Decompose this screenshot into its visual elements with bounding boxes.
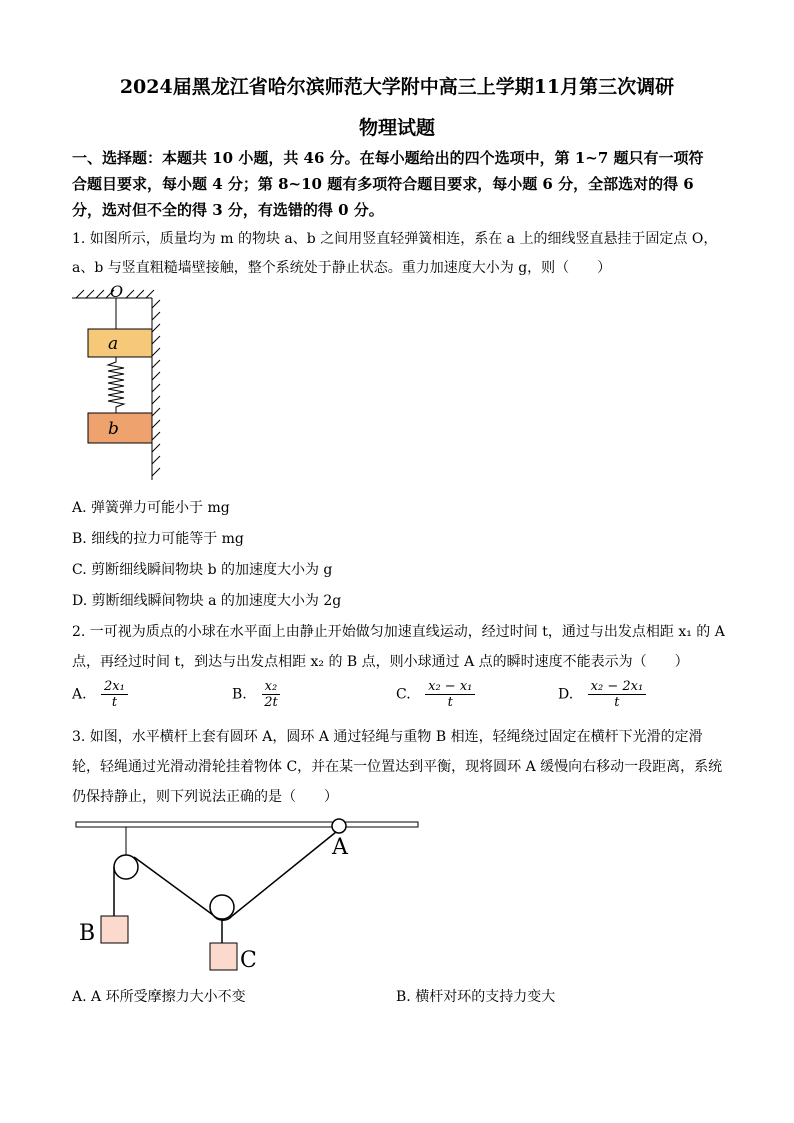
wall-hatch bbox=[152, 298, 160, 480]
block-b bbox=[88, 413, 152, 443]
ring-a bbox=[332, 819, 346, 833]
rope-right bbox=[232, 832, 336, 916]
q1-option-d: D. 剪断细线瞬间物块 a 的加速度大小为 2g bbox=[72, 593, 342, 609]
object-c bbox=[210, 943, 237, 970]
q3-option-b: B. 横杆对环的支持力变大 bbox=[396, 989, 556, 1005]
q2-stem-line-2: 点，再经过时间 t，到达与出发点相距 x₂ 的 B 点，则小球通过 A 点的瞬时速度不能表示为（ ） bbox=[72, 654, 689, 670]
q1-stem-line-1: 1. 如图所示，质量均为 m 的物块 a、b 之间用竖直轻弹簧相连，系在 a 上的细线竖直悬挂于固定点 O， bbox=[72, 231, 718, 247]
q3-stem-line-3: 仍保持静止，则下列说法正确的是（ ） bbox=[72, 789, 338, 805]
weight-b bbox=[101, 916, 128, 943]
movable-pulley bbox=[210, 895, 234, 919]
denominator: 2t bbox=[264, 695, 278, 710]
block-a bbox=[88, 329, 152, 357]
q1-figure bbox=[68, 284, 168, 484]
page-title: 2024届黑龙江省哈尔滨师范大学附中高三上学期11月第三次调研 bbox=[119, 76, 675, 98]
ring-a-label: A bbox=[332, 835, 348, 860]
section-intro-line-3: 分，选对但不全的得 3 分，有选错的得 0 分。 bbox=[72, 201, 384, 219]
section-intro-line-1: 一、选择题：本题共 10 小题，共 46 分。在每小题给出的四个选项中，第 1~7 题只有一项符 bbox=[72, 149, 704, 167]
option-letter: C. bbox=[396, 686, 411, 703]
q2-option-b bbox=[232, 679, 281, 710]
fraction bbox=[588, 679, 647, 710]
q1-option-a: A. 弹簧弹力可能小于 mg bbox=[72, 500, 230, 516]
numerator: 2x₁ bbox=[101, 679, 128, 695]
denominator: t bbox=[447, 695, 453, 710]
q3-stem-line-1: 3. 如图，水平横杆上套有圆环 A，圆环 A 通过轻绳与重物 B 相连，轻绳绕过固定在横杆下光滑的定滑 bbox=[72, 729, 703, 745]
q3-option-a: A. A 环所受摩擦力大小不变 bbox=[72, 989, 246, 1005]
option-letter: B. bbox=[232, 686, 247, 703]
page-subtitle: 物理试题 bbox=[358, 117, 435, 139]
numerator: x₂ − x₁ bbox=[425, 679, 475, 695]
weight-b-label: B bbox=[79, 921, 96, 946]
horizontal-bar bbox=[76, 822, 418, 827]
denominator: t bbox=[614, 695, 620, 710]
q2-option-d bbox=[558, 679, 646, 710]
fraction bbox=[261, 679, 281, 710]
point-o-label: O bbox=[110, 284, 124, 301]
numerator: x₂ − 2x₁ bbox=[588, 679, 647, 695]
denominator: t bbox=[111, 695, 118, 710]
block-a-label: a bbox=[108, 334, 119, 354]
section-intro-line-2: 合题目要求，每小题 4 分；第 8~10 题有多项符合题目要求，每小题 6 分，全部选对的得 6 bbox=[72, 175, 694, 193]
q3-stem-line-2: 轮，轻绳通过光滑动滑轮挂着物体 C，并在某一位置达到平衡，现将圆环 A 缓慢向右移动一段距离，系统 bbox=[72, 759, 723, 775]
fraction bbox=[425, 679, 475, 710]
spring bbox=[108, 357, 124, 413]
q2-stem-line-1: 2. 一可视为质点的小球在水平面上由静止开始做匀加速直线运动，经过时间 t，通过与出发点相距 x₁ 的 A bbox=[72, 624, 725, 640]
fraction bbox=[101, 679, 128, 710]
q1-stem-line-2: a、b 与竖直粗糙墙壁接触，整个系统处于静止状态。重力加速度大小为 g，则（ ） bbox=[72, 260, 612, 276]
q2-option-a bbox=[72, 679, 128, 710]
fixed-pulley bbox=[114, 855, 138, 879]
rope-left bbox=[134, 857, 213, 915]
q1-option-b: B. 细线的拉力可能等于 mg bbox=[72, 531, 244, 547]
q1-option-c: C. 剪断细线瞬间物块 b 的加速度大小为 g bbox=[72, 562, 333, 578]
option-letter: D. bbox=[558, 686, 574, 703]
option-letter: A. bbox=[72, 686, 87, 703]
numerator: x₂ bbox=[262, 679, 281, 695]
q2-option-c bbox=[396, 679, 475, 710]
q3-figure bbox=[70, 812, 430, 977]
block-b-label: b bbox=[108, 419, 119, 439]
object-c-label: C bbox=[240, 948, 257, 973]
